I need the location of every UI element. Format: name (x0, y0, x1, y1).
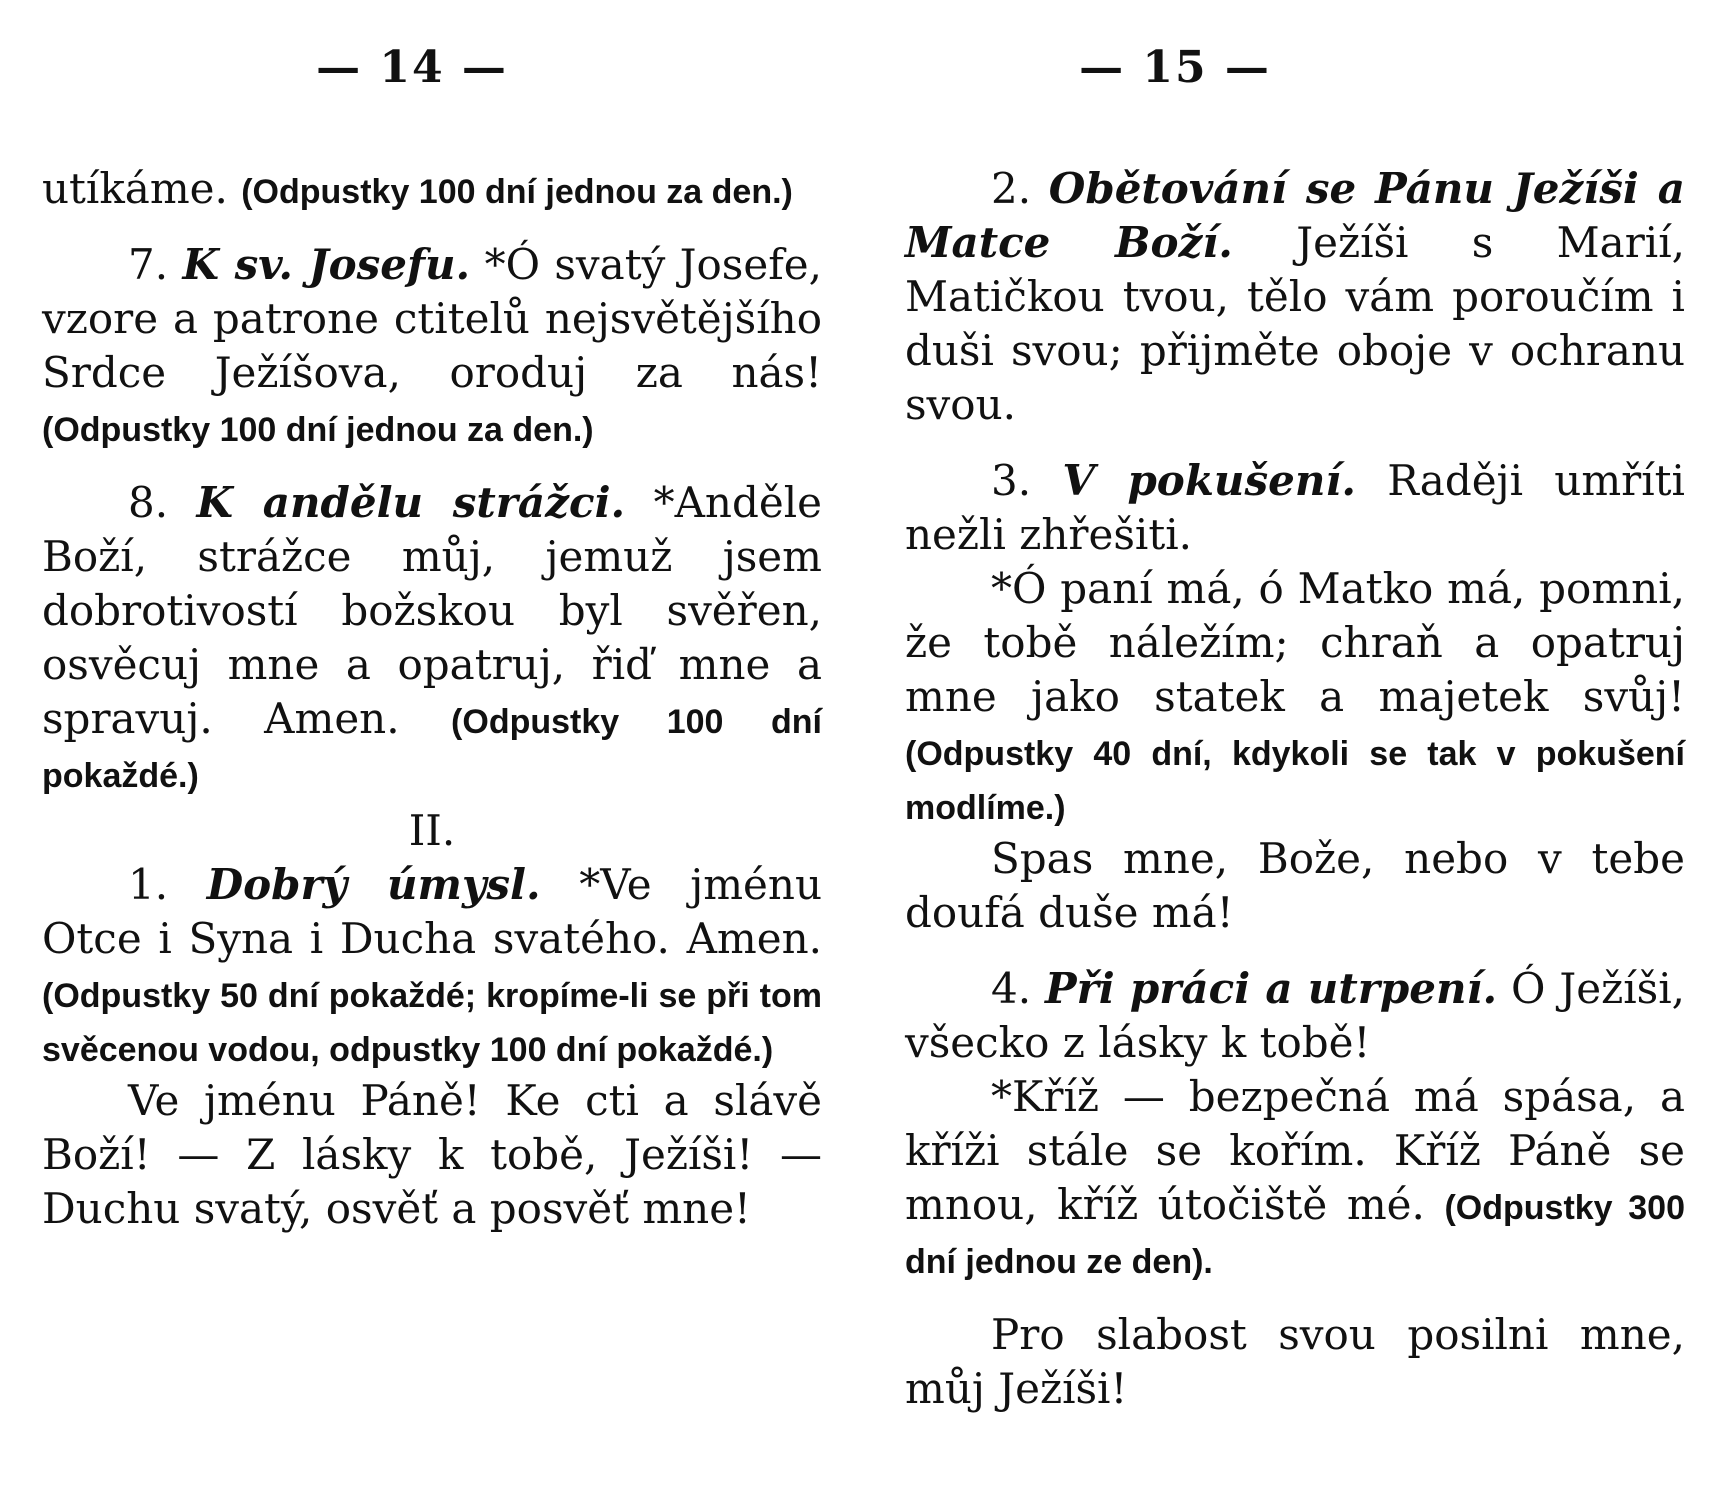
indulgence-note: (Odpustky 100 dní jednou za den.) (241, 173, 793, 211)
prayer-title: Dobrý úmysl. (206, 860, 541, 909)
indulgence-note: (Odpustky 100 dní pokaždé.) (42, 703, 822, 795)
indulgence-note: (Odpustky 40 dní, kdykoli se tak v pokušení modlíme.) (905, 735, 1685, 827)
right-page (905, 0, 1685, 1500)
prayer-4-closing: Pro slabost svou posilni mne, můj Ježíši! (905, 1310, 1685, 1413)
page-body (42, 162, 822, 1236)
prayer-title: Při práci a utrpení. (1045, 964, 1498, 1013)
prayer-7: 7. K sv. Josefu. *Ó svatý Josefe, vzore a patrone ctitelů nejsvětějšího Srdce Ježíšova, oroduj za nás! (Odpustky 100 dní jednou za den.) (42, 240, 822, 449)
prayer-3-continuation: *Ó paní má, ó Matko má, pomni, že tobě náležím; chraň a opatruj mne jako statek a majetek svůj! (Odpustky 40 dní, kdykoli se tak v pokušení modlíme.) (905, 564, 1685, 827)
prayer-title: K andělu strážci. (196, 478, 626, 527)
prayer-4: 4. Při práci a utrpení. Ó Ježíši, všecko z lásky k tobě! (905, 964, 1685, 1067)
indulgence-note: (Odpustky 100 dní jednou za den.) (42, 411, 594, 449)
prayer-title: Obětování se Pánu Ježíši a Matce Boží. (905, 164, 1685, 267)
prayer-4-continuation: *Kříž — bezpečná má spása, a kříži stále se kořím. Kříž Páně se mnou, kříž útočiště mé. (Odpustky 300 dní jednou ze den). (905, 1072, 1685, 1281)
prayer-2: 2. Obětování se Pánu Ježíši a Matce Boží. Ježíši s Marií, Matičkou tvou, tělo vám poroučím i duši svou; přijměte oboje v ochranu svou. (905, 164, 1686, 429)
page-body (905, 162, 1685, 1416)
left-page (42, 0, 822, 1500)
prayer-3: 3. V pokušení. Raději umříti nežli zhřešiti. (905, 456, 1685, 559)
prayer-8: 8. K andělu strážci. *Anděle Boží, strážce můj, jemuž jsem dobrotivostí božskou byl svěřen, osvěcuj mne a opatruj, řiď mne a spravuj. Amen. (Odpustky 100 dní pokaždé.) (42, 478, 822, 795)
page-number: — 14 — (316, 42, 508, 93)
indulgence-note: (Odpustky 300 dní jednou ze den). (905, 1189, 1685, 1281)
prayer-title: V pokušení. (1062, 456, 1356, 505)
section-heading: II. (408, 806, 456, 855)
prayer-title: K sv. Josefu. (182, 240, 471, 289)
prayer-3-closing: Spas mne, Bože, nebo v tebe doufá duše má! (905, 834, 1685, 937)
paragraph-continuation: utíkáme. (Odpustky 100 dní jednou za den.) (42, 164, 793, 213)
prayer-1: 1. Dobrý úmysl. *Ve jménu Otce i Syna i Ducha svatého. Amen. (Odpustky 50 dní pokaždé; kropíme-li se při tom svěcenou vodou, odpustky 100 dní pokaždé.) (42, 860, 822, 1069)
page-number: — 15 — (1079, 42, 1271, 93)
prayer-1-continuation: Ve jménu Páně! Ke cti a slávě Boží! — Z lásky k tobě, Ježíši! — Duchu svatý, osvěť a posvěť mne! (42, 1076, 822, 1233)
indulgence-note: (Odpustky 50 dní pokaždé; kropíme-li se při tom svěcenou vodou, odpustky 100 dní pokaždé.) (42, 977, 822, 1069)
